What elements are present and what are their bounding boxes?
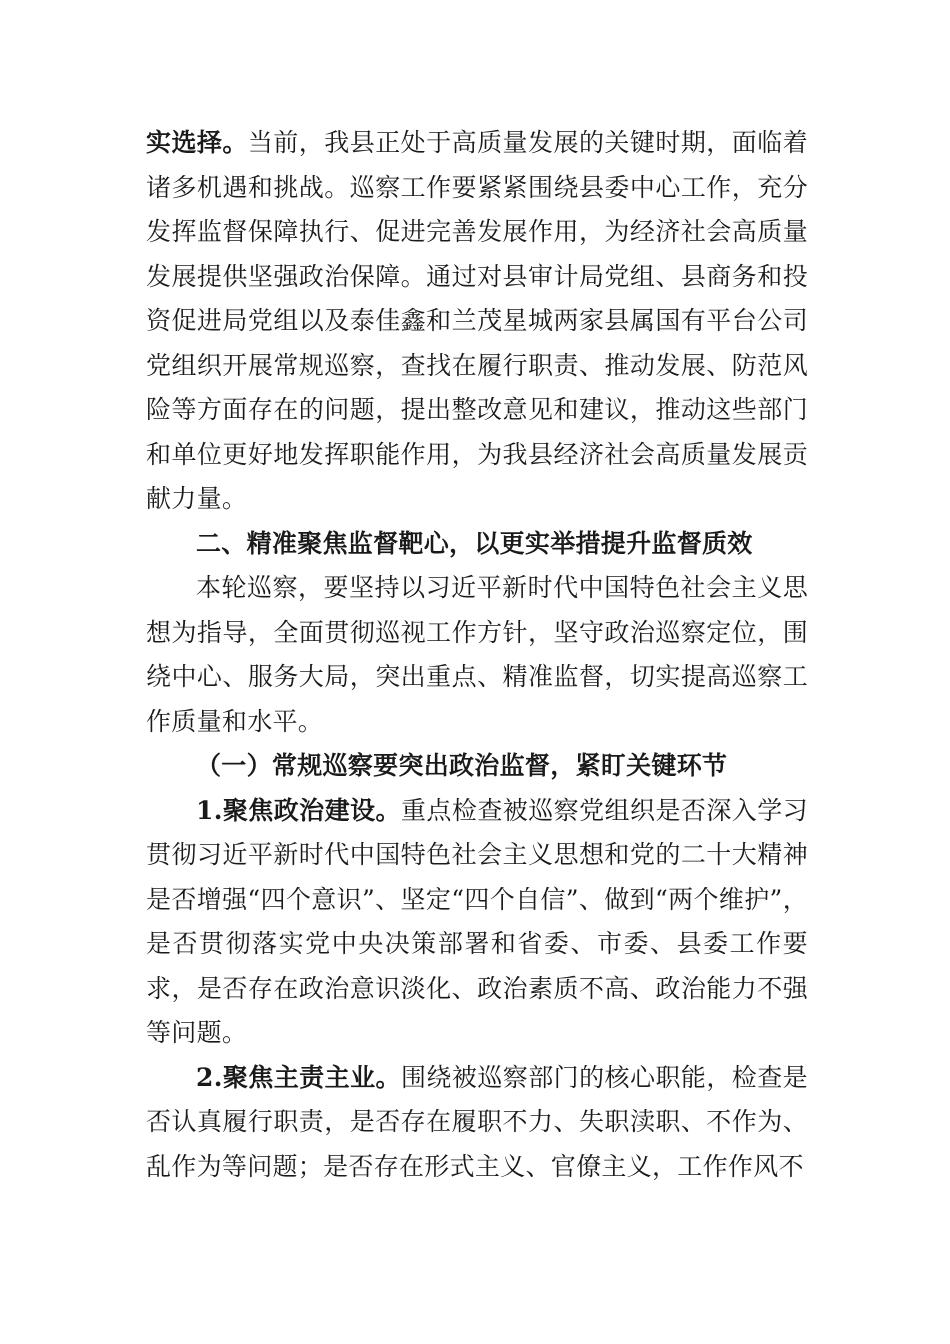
list-item-1: [146, 789, 808, 1056]
list-item-2-lead: 2.聚焦主责主业。: [196, 1062, 401, 1092]
paragraph-2: 本轮巡察，要坚持以习近平新时代中国特色社会主义思想为指导，全面贯彻巡视工作方针，坚守政治巡察定位，围绕中心、服务大局，突出重点、精准监督，切实提高巡察工作质量和水平。: [146, 573, 808, 736]
paragraph-1: [146, 121, 808, 522]
document-body: [146, 121, 808, 1189]
sub-heading-1: （一）常规巡察要突出政治监督，紧盯关键环节: [196, 751, 728, 780]
list-item-2: [146, 1056, 808, 1190]
paragraph-1-text: 当前，我县正处于高质量发展的关键时期，面临着诸多机遇和挑战。巡察工作要紧紧围绕县委中心工作，充分发挥监督保障执行、促进完善发展作用，为经济社会高质量发展提供坚强政治保障。通过对县审计局党组、县商务和投资促进局党组以及泰佳鑫和兰茂星城两家县属国有平台公司党组织开展常规巡察，查找在履行职责、推动发展、防范风险等方面存在的问题，提出整改意见和建议，推动这些部门和单位更好地发挥职能作用，为我县经济社会高质量发展贡献力量。: [146, 128, 808, 513]
list-item-2-text: 围绕被巡察部门的核心职能，检查是否认真履行职责，是否存在履职不力、失职渎职、不作为、乱作为等问题；是否存在形式主义、官僚主义，工作作风不: [146, 1062, 808, 1181]
list-item-1-text: 重点检查被巡察党组织是否深入学习贯彻习近平新时代中国特色社会主义思想和党的二十大精神是否增强“四个意识”、坚定“四个自信”、做到“两个维护”，是否贯彻落实党中央决策部署和省委、市委、县委工作要求，是否存在政治意识淡化、政治素质不高、政治能力不强等问题。: [146, 795, 808, 1047]
paragraph-1-lead: 实选择。: [146, 128, 248, 157]
section-heading-2: 二、精准聚焦监督靶心，以更实举措提升监督质效: [196, 528, 753, 558]
list-item-1-lead: 1.聚焦政治建设。: [196, 795, 401, 825]
